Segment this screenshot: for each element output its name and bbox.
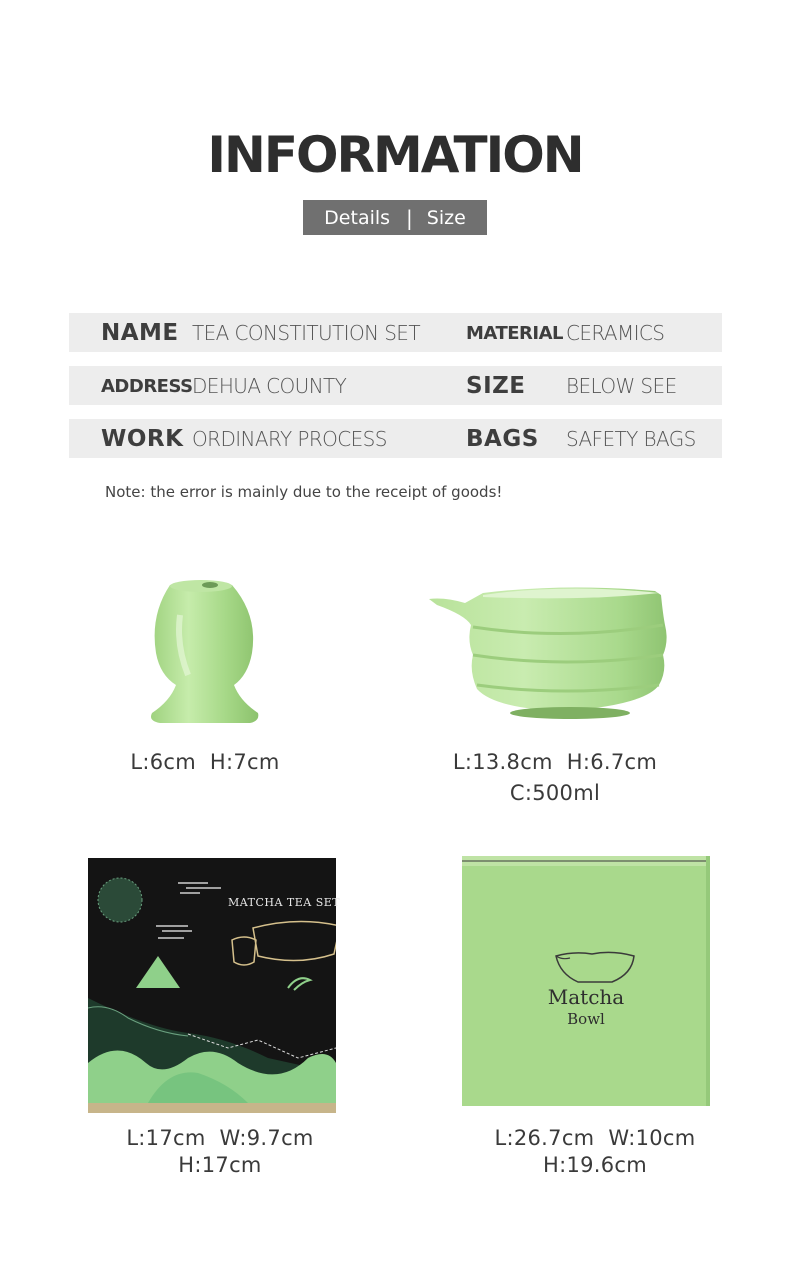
- tab-details[interactable]: Details: [324, 206, 391, 229]
- note-text: Note: the error is mainly due to the receipt of goods!: [105, 483, 503, 501]
- info-label: BAGS: [466, 426, 539, 452]
- details-size-tab[interactable]: [303, 200, 487, 235]
- black-box-dims-line1: L:17cm W:9.7cm: [126, 1126, 314, 1150]
- info-value: ORDINARY PROCESS: [192, 427, 387, 451]
- tab-size[interactable]: Size: [426, 206, 466, 229]
- matcha-bowl-dims-line2: C:500ml: [509, 781, 601, 805]
- green-box-title: Matcha: [547, 985, 625, 1009]
- info-row-work: [69, 419, 722, 458]
- info-label: SIZE: [466, 373, 526, 399]
- green-box-subtitle: Bowl: [567, 1010, 605, 1028]
- gift-box-green-image: [462, 856, 710, 1106]
- matcha-bowl-dims-line1: L:13.8cm H:6.7cm: [452, 750, 658, 774]
- whisk-holder-dims: L:6cm H:7cm: [130, 750, 280, 774]
- tab-separator: |: [406, 205, 413, 230]
- info-label: MATERIAL: [466, 323, 563, 344]
- info-label: WORK: [101, 426, 184, 452]
- black-box-label: MATCHA TEA SET: [228, 896, 341, 909]
- info-label: NAME: [101, 320, 179, 346]
- page-title: INFORMATION: [207, 126, 583, 184]
- info-value: TEA CONSTITUTION SET: [192, 321, 420, 345]
- whisk-holder-image: [140, 575, 270, 730]
- info-value: SAFETY BAGS: [566, 427, 696, 451]
- black-box-dims-line2: H:17cm: [178, 1153, 262, 1177]
- info-row-name: [69, 313, 722, 352]
- info-value: DEHUA COUNTY: [192, 374, 347, 398]
- green-box-dims-line2: H:19.6cm: [542, 1153, 648, 1177]
- info-row-address: [69, 366, 722, 405]
- green-box-dims-line1: L:26.7cm W:10cm: [494, 1126, 696, 1150]
- matcha-bowl-image: [425, 585, 690, 725]
- info-value: CERAMICS: [566, 321, 665, 345]
- info-value: BELOW SEE: [566, 374, 677, 398]
- info-label: ADDRESS: [101, 376, 193, 397]
